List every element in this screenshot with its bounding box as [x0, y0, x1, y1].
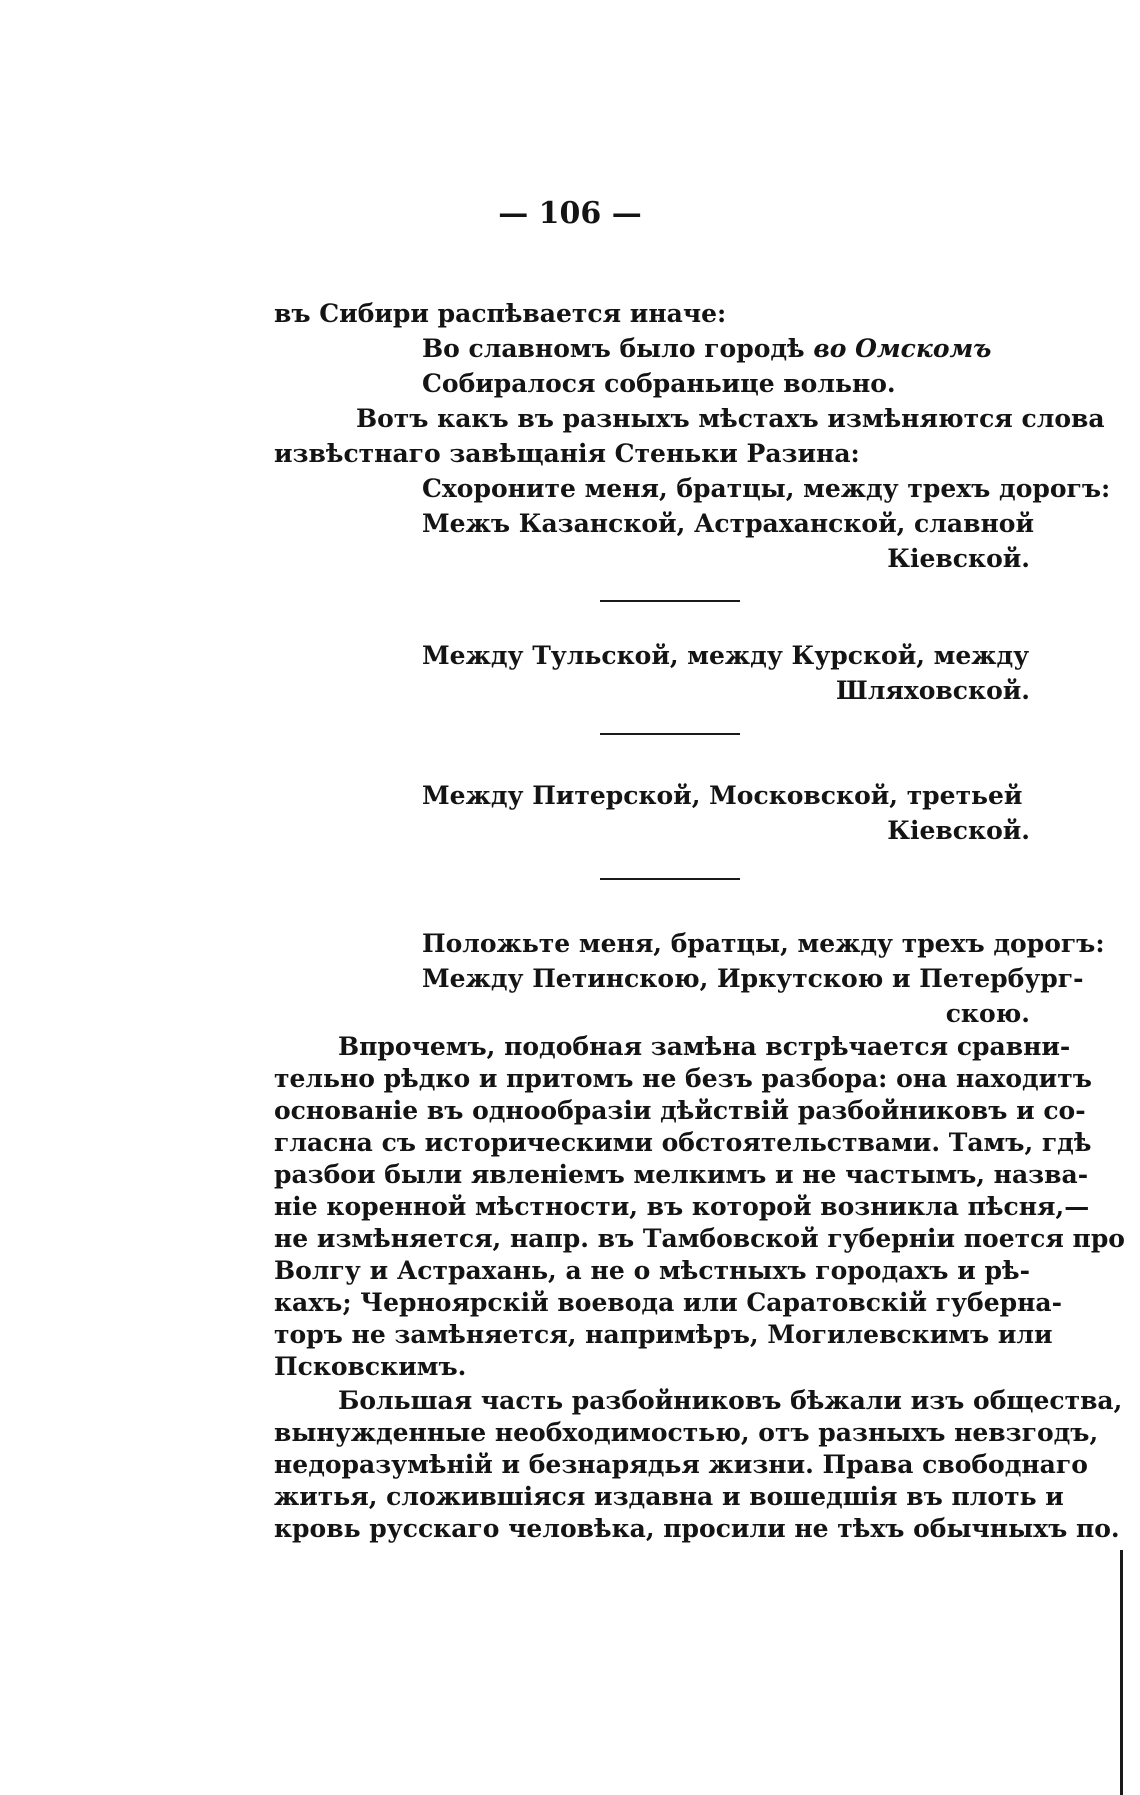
verse-divider	[600, 733, 740, 735]
paragraph-line: недоразумѣній и безнарядья жизни. Права свободнаго	[274, 1450, 1088, 1479]
paragraph-line: ніе коренной мѣстности, въ которой возникла пѣсня,—	[274, 1192, 1090, 1221]
paragraph-line: гласна съ историческими обстоятельствами. Тамъ, гдѣ	[274, 1128, 1092, 1157]
verse-1-line-1	[422, 331, 1030, 366]
verse-divider	[600, 878, 740, 880]
verse-2-line-1: Схороните меня, братцы, между трехъ дорогъ:	[422, 474, 1111, 503]
verse-5-line-3: скою.	[945, 999, 1030, 1028]
paragraph-1	[274, 1031, 1125, 1383]
intro-line: въ Сибири распѣвается иначе:	[274, 299, 727, 328]
transition-line-2: извѣстнаго завѣщанія Стеньки Разина:	[274, 439, 860, 468]
verse-1-line-1-text: Во славномъ было городѣ	[422, 334, 814, 363]
verse-1-line-2: Собиралося собраньице вольно.	[422, 369, 896, 398]
verse-2-line-2: Межъ Казанской, Астраханской, славной	[422, 509, 1034, 538]
paragraph-line: основаніе въ однообразіи дѣйствій разбойниковъ и со-	[274, 1096, 1086, 1125]
verse-4-line-1: Между Питерской, Московской, третьей	[422, 781, 1023, 810]
verse-divider	[600, 600, 740, 602]
verse-5-line-1: Положьте меня, братцы, между трехъ дорогъ:	[422, 929, 1105, 958]
paragraph-2	[274, 1385, 1123, 1545]
scan-edge-line	[1120, 1550, 1123, 1795]
verse-1-line-1-italic: во Омскомъ	[813, 334, 992, 363]
paragraph-line: не измѣняется, напр. въ Тамбовской губерніи поется про	[274, 1224, 1125, 1253]
paragraph-line: Волгу и Астрахань, а не о мѣстныхъ городахъ и рѣ-	[274, 1256, 1030, 1285]
paragraph-line: тельно рѣдко и притомъ не безъ разбора: она находитъ	[274, 1064, 1092, 1093]
verse-3-line-1: Между Тульской, между Курской, между	[422, 641, 1030, 670]
paragraph-line: кровь русскаго человѣка, просили не тѣхъ обычныхъ по.	[274, 1514, 1120, 1543]
paragraph-line: Впрочемъ, подобная замѣна встрѣчается сравни-	[338, 1032, 1071, 1061]
transition-line-1: Вотъ какъ въ разныхъ мѣстахъ измѣняются слова	[356, 404, 1105, 433]
paragraph-line: вынужденные необходимостью, отъ разныхъ невзгодъ,	[274, 1418, 1099, 1447]
page-number: — 106 —	[498, 196, 642, 231]
paragraph-line: Псковскимъ.	[274, 1352, 467, 1381]
paragraph-line: кахъ; Черноярскій воевода или Саратовскій губерна-	[274, 1288, 1062, 1317]
paragraph-line: Большая часть разбойниковъ бѣжали изъ общества,	[338, 1386, 1123, 1415]
verse-2-line-3: Кіевской.	[887, 544, 1030, 573]
verse-4-line-2: Кіевской.	[887, 816, 1030, 845]
paragraph-line: разбои были явленіемъ мелкимъ и не частымъ, назва-	[274, 1160, 1089, 1189]
verse-3-line-2: Шляховской.	[836, 676, 1030, 705]
paragraph-line: житья, сложившіяся издавна и вошедшія въ плоть и	[274, 1482, 1064, 1511]
paragraph-line: торъ не замѣняется, напримѣръ, Могилевскимъ или	[274, 1320, 1053, 1349]
verse-5-line-2: Между Петинскою, Иркутскою и Петербург-	[422, 964, 1084, 993]
